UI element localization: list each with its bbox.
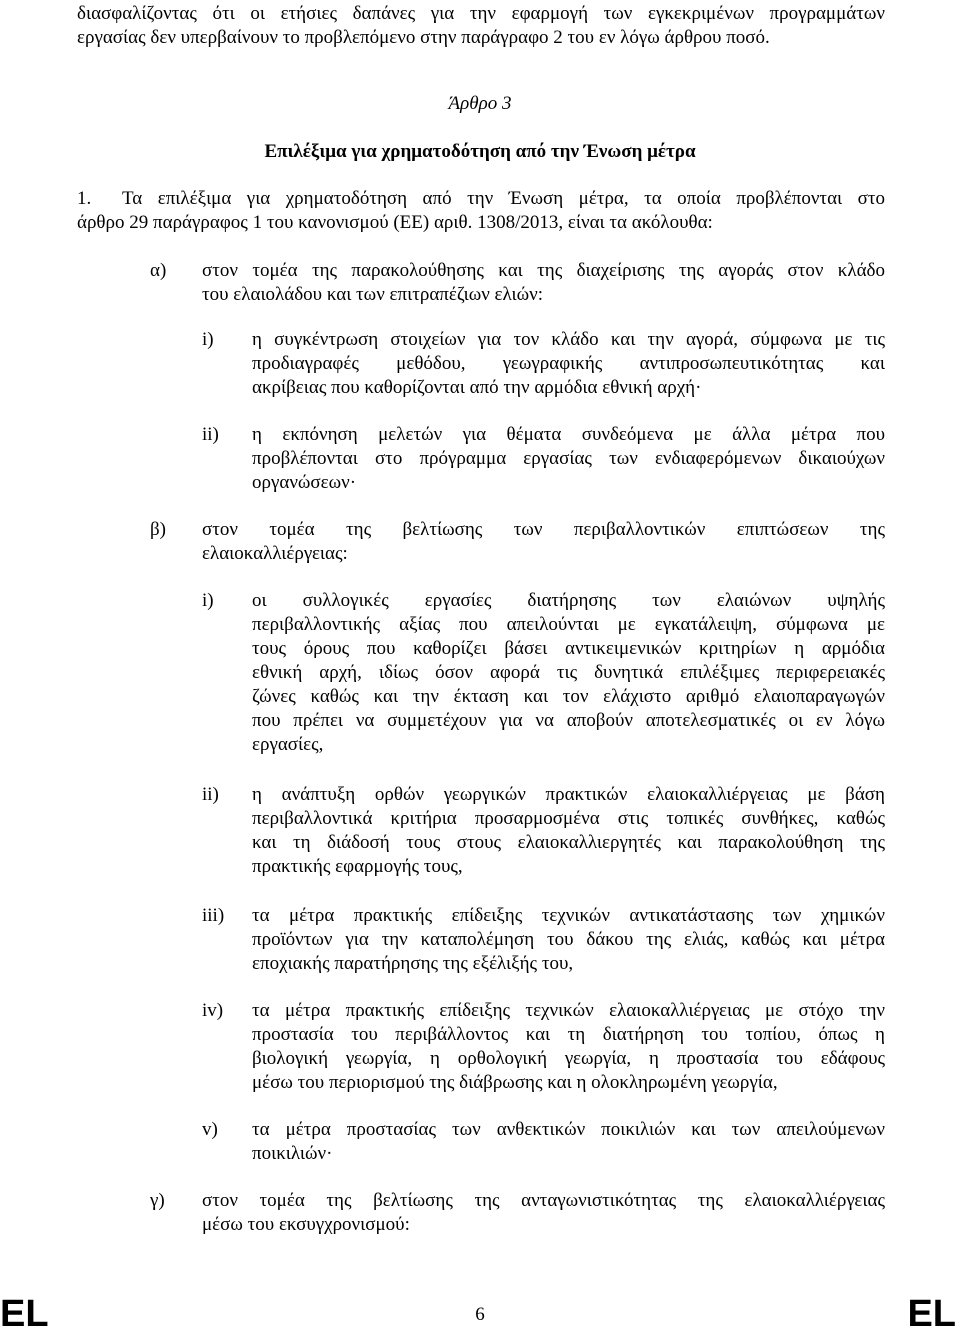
item-b-v-line-1: τα μέτρα προστασίας των ανθεκτικών ποικιλιών και των απειλούμενων bbox=[252, 1119, 885, 1140]
item-a-label: α) bbox=[150, 260, 167, 281]
intro-line-2: εργασίας δεν υπερβαίνουν το προβλεπόμενο στην παράγραφο 2 του εν λόγω άρθρου ποσό. bbox=[77, 27, 770, 48]
item-a-ii-line-3: οργανώσεων· bbox=[252, 472, 357, 493]
item-b-line-1: στον τομέα της βελτίωσης των περιβαλλοντικών επιπτώσεων της bbox=[202, 519, 885, 540]
item-b-iv-line-1: τα μέτρα πρακτικής επίδειξης τεχνικών ελαιοκαλλιέργειας με στόχο την bbox=[252, 1000, 885, 1021]
article-number: Άρθρο 3 bbox=[448, 93, 512, 114]
item-b-i-label: i) bbox=[202, 590, 214, 611]
item-b-iv-line-2: προστασία του περιβάλλοντος και τη διατήρηση του τοπίου, όπως η bbox=[252, 1024, 885, 1045]
item-b-iii-line-3: εποχιακής παρατήρησης της εξέλιξής του, bbox=[252, 953, 574, 974]
item-b-i-line-7: εργασίες, bbox=[252, 734, 324, 755]
item-b-i-line-4: εθνική αρχή, ιδίως όσον αφορά τις δυνητικά επιλέξιμες περιφερειακές bbox=[252, 662, 885, 683]
item-a-i-label: i) bbox=[202, 329, 214, 350]
item-a-ii-line-1: η εκπόνηση μελετών για θέματα συνδεόμενα με άλλα μέτρα που bbox=[252, 424, 885, 445]
item-b-label: β) bbox=[150, 519, 166, 540]
page-number: 6 bbox=[475, 1304, 485, 1325]
footer-language-code-right: EL bbox=[907, 1293, 956, 1335]
item-a-i-line-3: ακρίβειας που καθορίζονται από την αρμόδια εθνική αρχή· bbox=[252, 377, 702, 398]
para1-line-1: Τα επιλέξιμα για χρηματοδότηση από την Ένωση μέτρα, τα οποία προβλέπονται στο bbox=[122, 188, 885, 209]
item-b-i-line-2: περιβαλλοντικής αξίας που απειλούνται με εγκατάλειψη, σύμφωνα με bbox=[252, 614, 885, 635]
item-b-iv-line-3: βιολογική γεωργία, η ορθολογική γεωργία, η προστασία του εδάφους bbox=[252, 1048, 885, 1069]
footer-language-code-left: EL bbox=[0, 1293, 49, 1335]
item-b-line-2: ελαιοκαλλιέργειας: bbox=[202, 543, 348, 564]
para1-label: 1. bbox=[77, 188, 92, 209]
item-b-ii-line-2: περιβαλλοντικά κριτήρια προσαρμοσμένα στις τοπικές συνθήκες, καθώς bbox=[252, 808, 885, 829]
item-b-ii-line-3: και τη διάδοσή τους στους ελαιοκαλλιεργητές και παρακολούθηση της bbox=[252, 832, 885, 853]
item-b-i-line-3: τους όρους που καθορίζει βάσει αντικειμενικών κριτηρίων η αρμόδια bbox=[252, 638, 885, 659]
item-b-iv-line-4: μέσω του περιορισμού της διάβρωσης και η ολοκληρωμένη γεωργία, bbox=[252, 1072, 778, 1093]
item-a-line-2: του ελαιολάδου και των επιτραπέζιων ελιών: bbox=[202, 284, 544, 305]
item-b-iv-label: iv) bbox=[202, 1000, 224, 1021]
item-b-iii-line-1: τα μέτρα πρακτικής επίδειξης τεχνικών αντικατάστασης των χημικών bbox=[252, 905, 885, 926]
para1-line-2: άρθρο 29 παράγραφος 1 του κανονισμού (ΕΕ) αριθ. 1308/2013, είναι τα ακόλουθα: bbox=[77, 212, 713, 233]
item-a-i-line-2: προδιαγραφές μεθόδου, γεωγραφικής αντιπροσωπευτικότητας και bbox=[252, 353, 885, 374]
item-b-i-line-5: ζώνες καθώς και την έκταση και τον ελάχιστο αριθμό ελαιοπαραγωγών bbox=[252, 686, 885, 707]
item-a-i-line-1: η συγκέντρωση στοιχείων για τον κλάδο και την αγορά, σύμφωνα με τις bbox=[252, 329, 885, 350]
intro-line-1: διασφαλίζοντας ότι οι ετήσιες δαπάνες για την εφαρμογή των εγκεκριμένων προγραμμάτων bbox=[77, 3, 885, 24]
item-a-line-1: στον τομέα της παρακολούθησης και της διαχείρισης της αγοράς στον κλάδο bbox=[202, 260, 885, 281]
item-b-i-line-1: οι συλλογικές εργασίες διατήρησης των ελαιώνων υψηλής bbox=[252, 590, 885, 611]
item-b-i-line-6: που πρέπει να συμμετέχουν για να αποβούν αποτελεσματικές οι εν λόγω bbox=[252, 710, 885, 731]
item-a-ii-line-2: προβλέπονται στο πρόγραμμα εργασίας των ενδιαφερόμενων δικαιούχων bbox=[252, 448, 885, 469]
item-b-iii-line-2: προϊόντων για την καταπολέμηση του δάκου της ελιάς, καθώς και μέτρα bbox=[252, 929, 885, 950]
item-b-iii-label: iii) bbox=[202, 905, 225, 926]
item-a-ii-label: ii) bbox=[202, 424, 219, 445]
item-b-v-line-2: ποικιλιών· bbox=[252, 1143, 333, 1164]
item-c-line-2: μέσω του εκσυγχρονισμού: bbox=[202, 1214, 410, 1235]
item-b-ii-line-1: η ανάπτυξη ορθών γεωργικών πρακτικών ελαιοκαλλιέργειας με βάση bbox=[252, 784, 885, 805]
article-title: Επιλέξιμα για χρηματοδότηση από την Ένωση μέτρα bbox=[264, 141, 696, 162]
item-b-ii-label: ii) bbox=[202, 784, 219, 805]
item-c-label: γ) bbox=[150, 1190, 165, 1211]
item-b-v-label: v) bbox=[202, 1119, 218, 1140]
item-b-ii-line-4: πρακτικής εφαρμογής τους, bbox=[252, 856, 463, 877]
item-c-line-1: στον τομέα της βελτίωσης της ανταγωνιστικότητας της ελαιοκαλλιέργειας bbox=[202, 1190, 885, 1211]
